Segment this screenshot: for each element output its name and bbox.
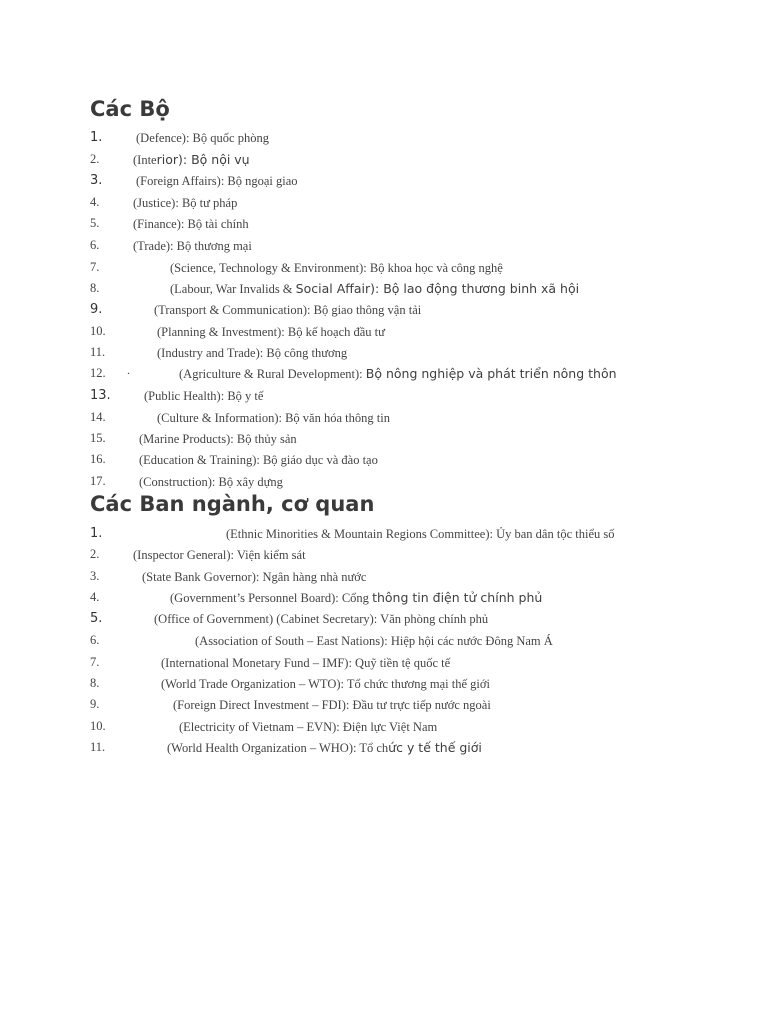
list-number: 1. [90,526,103,541]
list-text: (Planning & Investment): Bộ kế hoạch đầu tư [157,325,385,339]
list-number: 17. [90,474,106,488]
list-number: 4. [90,590,100,604]
list-number: 5. [90,611,103,626]
list-number: 8. [90,676,100,690]
list-text: (Science, Technology & Environment): Bộ khoa học và công nghệ [170,261,503,275]
list-text: (Electricity of Vietnam – EVN): Điện lực Việt Nam [179,720,438,734]
list-number: 7. [90,260,100,274]
list-text: (Ethnic Minorities & Mountain Regions Committee): Ủy ban dân tộc thiểu số [226,527,615,541]
list-number: 11. [90,740,106,754]
list-number: 5. [90,216,100,230]
list-number: 10. [90,719,106,733]
list-number: 9. [90,697,100,711]
list-text: (International Monetary Fund – IMF): Quỹ tiền tệ quốc tế [161,656,451,670]
list-text: (Inspector General): Viện kiểm sát [133,548,306,562]
list-text: (Interior): Bộ nội vụ [133,152,250,167]
list-number: 2. [90,152,100,166]
list-number: 6. [90,238,100,252]
list-text: (Construction): Bộ xây dựng [139,475,283,489]
list-number: 1. [90,130,103,145]
list-number: 6. [90,633,100,647]
list-text: (Public Health): Bộ y tế [144,389,264,403]
list-text: (World Health Organization – WHO): Tổ chức y tế thế giới [167,740,482,755]
list-text: (Foreign Affairs): Bộ ngoại giao [136,174,298,188]
list-number: 12. [90,366,106,380]
list-number: 16. [90,452,106,466]
list-text: (Justice): Bộ tư pháp [133,196,238,210]
list-number: 10. [90,324,106,338]
list-text: (Agriculture & Rural Development): Bộ nông nghiệp và phát triển nông thôn [179,366,617,381]
list-text: (Trade): Bộ thương mại [133,239,252,253]
list-number: 11. [90,345,106,359]
list-text: (State Bank Governor): Ngân hàng nhà nước [142,570,367,584]
list-number: 3. [90,173,103,188]
list-text: (Office of Government) (Cabinet Secretary): Văn phòng chính phủ [154,612,489,626]
stray-dot: . [127,363,130,377]
list-number: 8. [90,281,100,295]
list-text: (Defence): Bộ quốc phòng [136,131,269,145]
list-number: 13. [90,388,111,403]
list-number: 3. [90,569,100,583]
section-title-agencies: Các Ban ngành, cơ quan [90,492,375,516]
list-text: (Government’s Personnel Board): Cổng thông tin điện tử chính phủ [170,590,543,605]
list-number: 4. [90,195,100,209]
list-text: (Finance): Bộ tài chính [133,217,249,231]
list-text: (Labour, War Invalids & Social Affair): Bộ lao động thương binh xã hội [170,281,580,296]
list-number: 7. [90,655,100,669]
list-number: 14. [90,410,106,424]
list-number: 15. [90,431,106,445]
list-number: 9. [90,302,103,317]
list-text: (Association of South – East Nations): Hiệp hội các nước Đông Nam Á [195,634,553,648]
list-number: 2. [90,547,100,561]
list-text: (Education & Training): Bộ giáo dục và đào tạo [139,453,378,467]
list-text: (Marine Products): Bộ thủy sản [139,432,297,446]
list-text: (Transport & Communication): Bộ giao thông vận tải [154,303,422,317]
list-text: (Culture & Information): Bộ văn hóa thông tin [157,411,390,425]
section-title-ministries: Các Bộ [90,97,170,121]
list-text: (Foreign Direct Investment – FDI): Đầu tư trực tiếp nước ngoài [173,698,491,712]
list-text: (World Trade Organization – WTO): Tổ chức thương mại thế giới [161,677,490,691]
list-text: (Industry and Trade): Bộ công thương [157,346,348,360]
